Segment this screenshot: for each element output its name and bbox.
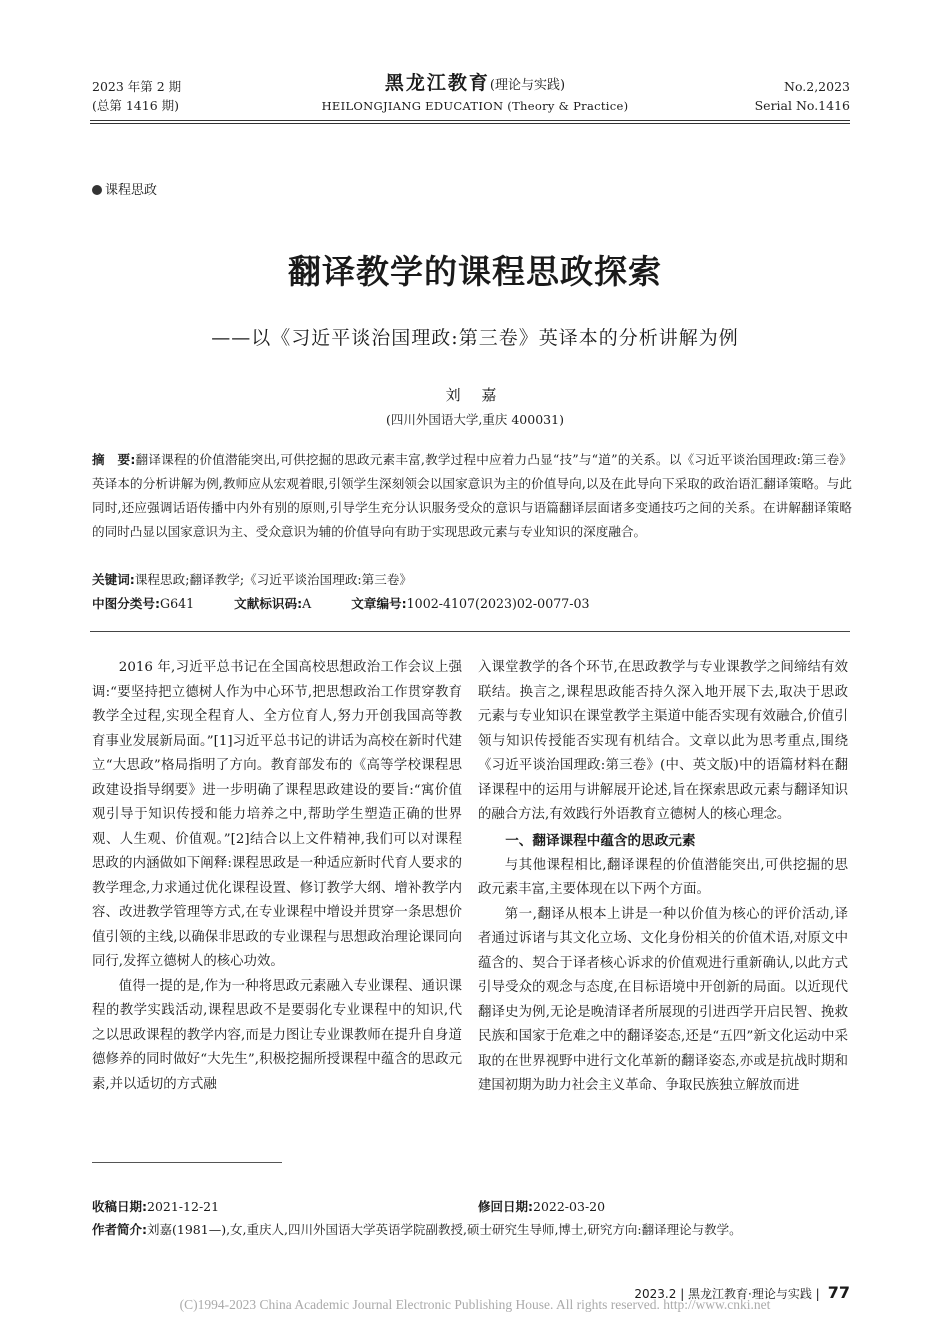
footnote-rule [92,1162,282,1163]
issue-number: No.2,2023 [784,79,850,94]
journal-english-name: HEILONGJIANG EDUCATION (Theory & Practice) [321,99,629,113]
total-issue: (总第 1416 期) [92,98,180,113]
revised-label: 修回日期: [478,1199,533,1214]
doc-code-value: A [302,596,312,611]
abstract-label: 摘 要: [92,452,136,467]
column-tag-label: 课程思政 [105,183,158,198]
abstract [92,448,852,544]
revised-group [478,1196,605,1218]
copyright-watermark: (C)1994-2023 China Academic Journal Electronic Publishing House. All rights reserved. http://www.cnki.net [179,1297,771,1312]
bio-text: 刘嘉(1981—),女,重庆人,四川外国语大学英语学院副教授,硕士研究生导师,博士,研究方向:翻译理论与教学。 [147,1222,742,1237]
footer-text: 2023.2 | 黑龙江教育·理论与实践 | [634,1287,820,1301]
classification-line [92,592,852,616]
body-paragraph: 与其他课程相比,翻译课程的价值潜能突出,可供挖掘的思政元素丰富,主要体现在以下两个方面。 [478,857,848,897]
header-rule-thin [90,123,850,124]
keywords [92,568,852,592]
keywords-label: 关键词: [92,572,135,587]
year-issue: 2023 年第 2 期 [92,79,182,94]
abstract-rule [90,631,850,632]
body-paragraph: 2016 年,习近平总书记在全国高校思想政治工作会议上强调:“要坚持把立德树人作为中心环节,把思想政治工作贯穿教育教学全过程,实现全程育人、全方位育人,努力开创我国高等教育事业发展新局面。”[1]习近平总书记的讲话为高校在新时代建立“大思政”格局指明了方向。教育部发布的《高等学校课程思政建设指导纲要》进一步明确了课程思政建设的要旨:“寓价值观引导于知识传授和能力培养之中,帮助学生塑造正确的世界观、人生观、价值观。”[2]结合以上文件精神,我们可以对课程思政的内涵做如下阐释:课程思政是一种适应新时代育人要求的教学理念,力求通过优化课程设置、修订教学大纲、增补教学内容、改进教学管理等方式,在专业课程中增设并贯穿一条思想价值引领的主线,以确保非思政的专业课程与思想政治理论课同向同行,发挥立德树人的核心功效。 [92,660,462,969]
author-affiliation: (四川外国语大学,重庆 400031) [386,412,564,427]
section-heading: 一、翻译课程中蕴含的思政元素 [505,832,696,849]
abstract-text: 翻译课程的价值潜能突出,可供挖掘的思政元素丰富,教学过程中应着力凸显“技”与“道”的关系。以《习近平谈治国理政:第三卷》英译本的分析讲解为例,教师应从宏观着眼,引领学生深刻领会以国家意识为主的价值导向,以及在此导向下采取的政治语汇翻译策略。与此同时,还应强调话语传播中内外有别的原则,引导学生充分认识服务受众的意识与语篇翻译层面诸多变通技巧之间的关系。在讲解翻译策略的同时凸显以国家意识为主、受众意识为辅的价值导向有助于实现思政元素与专业知识的深度融合。 [92,452,852,539]
serial-info [755,77,850,115]
received-date: 2021-12-21 [147,1199,220,1214]
bullet-icon [92,185,102,195]
author-name: 刘 嘉 [445,386,505,404]
header-rule [90,120,850,121]
body-right-column [478,656,848,1099]
article-number-value: 1002-4107(2023)02-0077-03 [406,596,590,611]
column-tag [92,179,157,198]
article-title: 翻译教学的课程思政探索 [288,252,662,291]
bio-label: 作者简介: [92,1222,147,1237]
page-number: 77 [827,1283,850,1302]
body-paragraph: 第一,翻译从根本上讲是一种以价值为核心的评价活动,译者通过诉诸与其文化立场、文化身份相关的价值术语,对原文中蕴含的、契合于译者核心诉求的价值观进行重新确认,以此方式引导受众的观念与态度,在目标语境中开创新的局面。以近现代翻译史为例,无论是晚清译者所展现的引进西学开启民智、挽救民族和国家于危难之中的翻译姿态,还是“五四”新文化运动中采取的在世界视野中进行文化革新的翻译姿态,亦或是抗战时期和建国初期为助力社会主义革命、争取民族独立解放而进 [478,906,848,1093]
journal-subtitle: (理论与实践) [489,78,566,93]
date-line [92,1196,852,1218]
author-bio [92,1219,852,1241]
doc-code-label: 文献标识码: [234,596,303,611]
body-left-column [92,656,462,1097]
body-paragraph: 值得一提的是,作为一种将思政元素融入专业课程、通识课程的教学实践活动,课程思政不是要弱化专业课程中的知识,代之以思政课程的教学内容,而是力图让专业课教师在提升自身道德修养的同时做好“大先生”,积极挖掘所授课程中蕴含的思政元素,并以适切的方式融 [92,978,462,1092]
clc-value: G641 [160,596,195,611]
received-label: 收稿日期: [92,1199,147,1214]
article-number-label: 文章编号: [351,596,407,611]
body-paragraph: 入课堂教学的各个环节,在思政教学与专业课教学之间缔结有效联结。换言之,课程思政能否持久深入地开展下去,取决于思政元素与专业知识在课堂教学主渠道中能否实现有效融合,价值引领与知识传授能否实现有机结合。文章以此为思考重点,围绕《习近平谈治国理政:第三卷》(中、英文版)中的语篇材料在翻译课程中的运用与讲解展开论述,旨在探索思政元素与翻译知识的融合方法,有效践行外语教育立德树人的核心理念。 [478,660,848,822]
article-subtitle: ——以《习近平谈治国理政:第三卷》英译本的分析讲解为例 [211,327,739,349]
journal-name: 黑龙江教育 [384,72,490,94]
serial-number: Serial No.1416 [754,98,850,113]
revised-date: 2022-03-20 [533,1199,606,1214]
keywords-text: 课程思政;翻译教学;《习近平谈治国理政:第三卷》 [134,572,413,587]
clc-label: 中图分类号: [92,596,161,611]
